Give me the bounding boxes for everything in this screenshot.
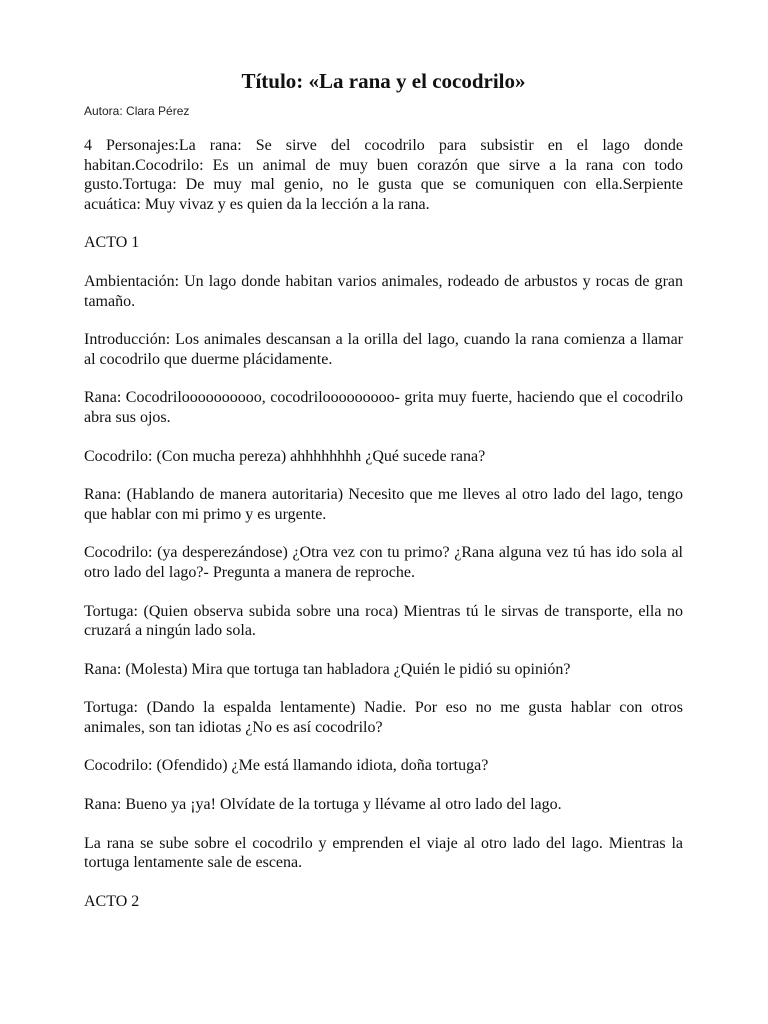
document-title: Título: «La rana y el cocodrilo» — [241, 69, 526, 93]
dialogue-rana-3: Rana: (Molesta) Mira que tortuga tan habladora ¿Quién le pidió su opinión? — [84, 660, 571, 678]
document-author: Autora: Clara Pérez — [84, 104, 190, 118]
dialogue-rana-1: Rana: Cocodriloooooooooo, cocodrilooooooooo- grita muy fuerte, haciendo que el cocodrilo abra sus ojos. — [84, 389, 683, 426]
dialogue-cocodrilo-3: Cocodrilo: (Ofendido) ¿Me está llamando idiota, doña tortuga? — [84, 757, 489, 775]
stage-direction-paragraph: La rana se sube sobre el cocodrilo y emprenden el viaje al otro lado del lago. Mientras la tortuga lentamente sale de escena. — [84, 834, 683, 872]
dialogue-cocodrilo-1: Cocodrilo: (Con mucha pereza) ahhhhhhhh ¿Qué sucede rana? — [84, 447, 486, 465]
dialogue-rana-2: Rana: (Hablando de manera autoritaria) Necesito que me lleves al otro lado del lago, tengo que hablar con mi primo y es urgente. — [84, 486, 683, 523]
paragraph-ambientacion: Ambientación: Un lago donde habitan varios animales, rodeado de arbustos y rocas de gran tamaño. — [84, 272, 683, 310]
dialogue-cocodrilo-2: Cocodrilo: (ya desperezándose) ¿Otra vez con tu primo? ¿Rana alguna vez tú has ido sola al otro lado del lago?- Pregunta a manera de reproche. — [84, 544, 683, 581]
dialogue-tortuga-1: Tortuga: (Quien observa subida sobre una roca) Mientras tú le sirvas de transporte, ella no cruzará a ningún lado sola. — [84, 602, 683, 640]
characters-paragraph: 4 Personajes:La rana: Se sirve del cocodrilo para subsistir en el lago donde habitan.Cocodrilo: Es un animal de muy buen corazón que sirve a la rana con todo gusto.Tortuga: De muy mal genio, no le gusta que se comuniquen con ella.Serpiente acuática: Muy vivaz y es quien da la lección a la rana. — [84, 137, 683, 213]
dialogue-tortuga-2: Tortuga: (Dando la espalda lentamente) Nadie. Por eso no me gusta hablar con otros animales, son tan idiotas ¿No es así cocodrilo? — [84, 699, 683, 736]
paragraph-introduccion: Introducción: Los animales descansan a la orilla del lago, cuando la rana comienza a llamar al cocodrilo que duerme plácidamente. — [84, 331, 683, 368]
act-2-heading: ACTO 2 — [84, 892, 140, 910]
dialogue-rana-4: Rana: Bueno ya ¡ya! Olvídate de la tortuga y llévame al otro lado del lago. — [84, 796, 562, 814]
act-1-heading: ACTO 1 — [84, 234, 140, 252]
